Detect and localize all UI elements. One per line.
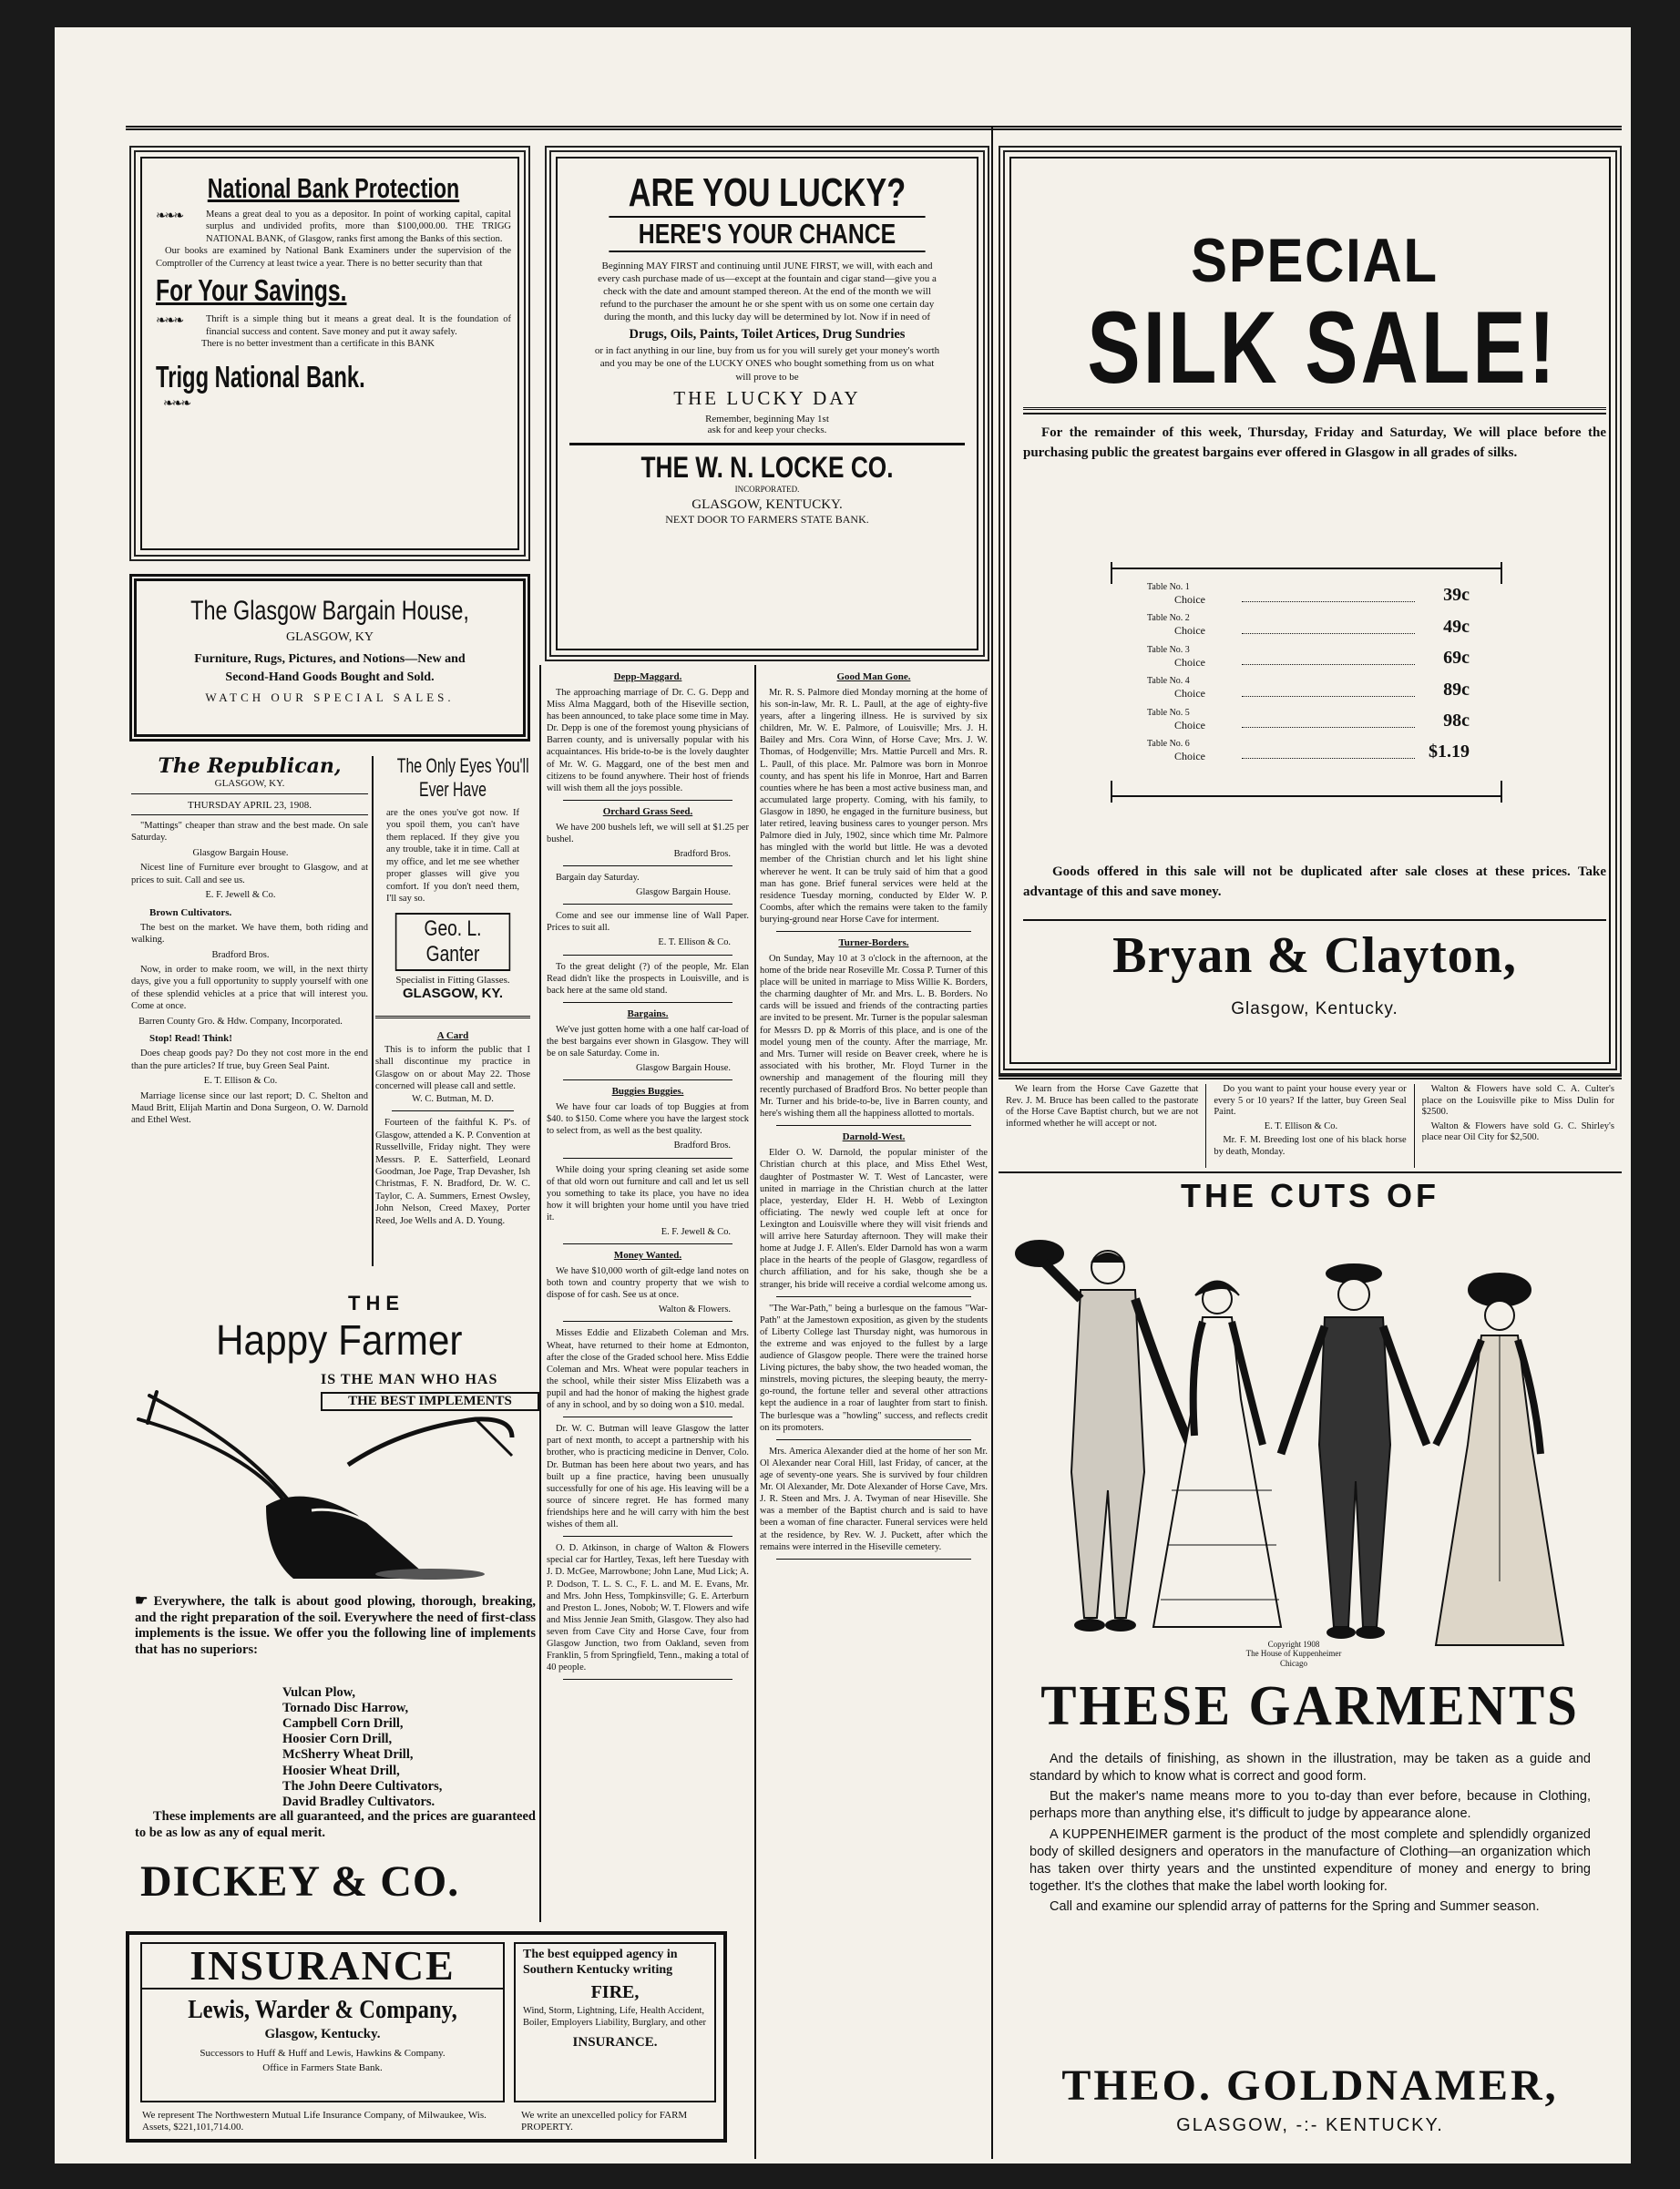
silk-table-choice: Choice xyxy=(1174,624,1205,638)
silk-table-price: $1.19 xyxy=(1429,742,1470,762)
bank-ad-para1: Means a great deal to you as a depositor. In point of working capital, capital surplus and undivided profits, more than $100,000.00. THE TRIGG NATIONAL BANK, of Glasgow, ranks first among the Banks of this section. xyxy=(206,210,511,244)
insurance-right3: INSURANCE. xyxy=(572,2034,658,2050)
article-separator xyxy=(563,1079,732,1080)
article-heading: Buggies Buggies. xyxy=(611,1086,684,1098)
silk-table-row xyxy=(1147,613,1470,637)
article-heading: Money Wanted. xyxy=(613,1250,682,1262)
silk-table-price: 89c xyxy=(1443,679,1470,700)
eyes-city: GLASGOW, KY. xyxy=(402,985,503,1001)
item-text: Now, in order to make room, we will, in the next thirty days, give you a full opportunity to supply yourself with one of these splendid vehicles at a price that will interest you. Come at once. xyxy=(131,965,368,1012)
article-text: We've just gotten home with a one half car-load of the best bargains ever shown in Glasgow. They will be on sale Saturday. Come in. xyxy=(547,1024,749,1059)
silk-table-name: Table No. 1 xyxy=(1147,582,1190,592)
lucky-title: ARE YOU LUCKY? xyxy=(628,170,907,215)
happy-farmer-ad xyxy=(129,1292,539,1911)
article-signature: Glasgow Bargain House. xyxy=(636,887,731,898)
local-item xyxy=(999,1084,1206,1168)
article-separator xyxy=(563,955,732,956)
column-rule xyxy=(372,756,374,1266)
article-text: The approaching marriage of Dr. C. G. Depp and Miss Alma Maggard, both of the Hiseville section, has been announced, to take place some time in May. Dr. Depp is one of the foremost young physicians of Barren county, and is universally popular with his acquaintances. His bride-to-be is the lovely daughter of Mr. W. G. Maggard, one of the best men and citizens to be found anywhere. Their host of friends will wish them all the joys possible. xyxy=(547,687,749,793)
implement-item: David Bradley Cultivators. xyxy=(282,1794,435,1809)
kuppenheimer-illustration xyxy=(1008,1217,1609,1672)
article-text: Mr. R. S. Palmore died Monday morning at the home of his son-in-law, Mr. R. L. Paull, at the age of eighty-five years, after a lingering illness. He is survived by six children, Mr. W. E. Palmore, of Louisville; Mrs. J. H. Bailey and Mrs. Cora Winn, of Horse Cave; Mrs. J. W. Thomas, of Hodgenville; Mrs. Mattie Purcell and Mrs. R. L. Paull, of this place. Mr. Palmore was born in Monroe county, and has spent his life in Monroe, Hart and Barren counties where he has been a most active business man, and accumulated large property. Coming, with his family, to Glasgow in 1890, he engaged in the furniture business, but later retired, leaving business cares to younger person. Mrs Palmore died in July, 1902, since which time Mr. Palmore has mingled with the world but little. He was a devoted member of the Christian church and let his light shine wherever he went. It can be truly said of him that a good man has gone. Brief funeral services were held at the residence Tuesday morning, conducted by Elder W. P. Coombs, after which the remains were taken to the family burying-ground near Horse Cave for interment. xyxy=(760,687,988,925)
insurance-right2: Wind, Storm, Lightning, Life, Health Accident, Boiler, Employers Liability, Burglary, and other xyxy=(523,2005,706,2029)
dotted-leader xyxy=(1242,727,1415,728)
garments-bottom: THESE GARMENTS xyxy=(1040,1675,1580,1737)
column-rule xyxy=(754,665,756,2159)
insurance-title: INSURANCE xyxy=(142,1944,503,1990)
eyes-title2: Ever Have xyxy=(419,778,487,801)
savings-title: For Your Savings. xyxy=(156,273,347,308)
insurance-fire: FIRE, xyxy=(590,1981,640,2002)
copyright-line2: The House of Kuppenheimer xyxy=(1245,1649,1342,1659)
a-card-signature: W. C. Butman, M. D. xyxy=(412,1093,494,1104)
newspaper-page xyxy=(55,27,1631,2163)
item-text: Nicest line of Furniture ever brought to Glasgow, and at prices to suit. Call and see us. xyxy=(131,863,368,885)
bank-ad xyxy=(129,146,530,561)
news-column-1 xyxy=(547,667,749,1685)
bank-name: Trigg National Bank. xyxy=(156,359,365,394)
silk-table-name: Table No. 3 xyxy=(1147,644,1190,655)
eyes-text: are the ones you've got now. If you spoil them, you can't have them replaced. If they give you any trouble, take it in time. Call at my office, and let me see whether proper glasses will give you comfort. If you don't need them, I'll say so. xyxy=(386,808,519,905)
silk-table-price: 39c xyxy=(1443,585,1470,606)
silk-table-row xyxy=(1147,582,1470,606)
insurance-successors: Successors to Huff & Huff and Lewis, Hawkins & Company. xyxy=(200,2048,446,2060)
a-card-text: This is to inform the public that I shall discontinue my practice in Glasgow on or about May 22. Those concerned will please call and settle. xyxy=(375,1045,530,1092)
item-signature: E. F. Jewell & Co. xyxy=(205,890,276,901)
implement-item: Hoosier Wheat Drill, xyxy=(282,1763,400,1778)
plow-icon xyxy=(129,1365,530,1583)
local-text2: Walton & Flowers have sold G. C. Shirley's place near Oil City for $2,500. xyxy=(1421,1120,1614,1143)
news-column-2 xyxy=(760,667,988,1565)
silk-table-price: 98c xyxy=(1443,710,1470,731)
silk-price-table xyxy=(1111,568,1502,797)
lucky-note1: Remember, beginning May 1st xyxy=(705,413,829,425)
lucky-note2: ask for and keep your checks. xyxy=(707,424,827,435)
item-signature: Bradford Bros. xyxy=(211,949,270,960)
insurance-ad xyxy=(126,1931,727,2143)
dotted-leader xyxy=(1242,601,1415,602)
eyes-role: Specialist in Fitting Glasses. xyxy=(395,974,510,986)
ornament-icon: ❧❧❧ xyxy=(156,209,183,223)
silk-table-name: Table No. 2 xyxy=(1147,613,1190,624)
silk-table-choice: Choice xyxy=(1174,749,1205,762)
item-heading: Stop! Read! Think! xyxy=(149,1033,232,1045)
a-card-heading: A Card xyxy=(436,1030,469,1041)
garments-copy xyxy=(1030,1751,1591,1918)
republican-city: GLASGOW, KY. xyxy=(214,778,285,789)
implement-item: Campbell Corn Drill, xyxy=(282,1716,404,1732)
silk-table-label xyxy=(1147,645,1238,669)
masthead-rule xyxy=(126,126,1622,130)
bargain-house-city: GLASGOW, KY xyxy=(286,630,374,644)
bank-ad-title: National Bank Protection xyxy=(207,172,460,204)
item-text: Marriage license since our last report; D. C. Shelton and Maud Britt, Elijah Martin and Dona Surgeon, O. W. Darnold and Ethel West. xyxy=(131,1090,368,1126)
insurance-right1: The best equipped agency in Southern Kentucky writing xyxy=(523,1948,678,1977)
article-signature: E. T. Ellison & Co. xyxy=(658,937,731,948)
article-text: Bargain day Saturday. xyxy=(556,873,640,884)
hand-icon: ☛ xyxy=(135,1593,149,1609)
silk-outro: Goods offered in this sale will not be duplicated after sale closes at these prices. Take advantage of this and save money. xyxy=(1023,864,1606,899)
insurance-foot-left: We represent The Northwestern Mutual Life Insurance Company, of Milwaukee, Wis. Assets, $221,101,714.00. xyxy=(142,2110,487,2133)
dotted-leader xyxy=(1242,758,1415,759)
article-text: We have four car loads of top Buggies at from $40. to $150. Come where you have the largest stock to select from, as well as the best quality. xyxy=(547,1102,749,1137)
happy-farmer-line1: IS THE MAN WHO HAS xyxy=(321,1372,498,1387)
happy-farmer-outro: These implements are all guaranteed, and the prices are guaranteed to be as low as any of equal merit. xyxy=(135,1809,536,1840)
eyes-name: Geo. L. Ganter xyxy=(395,913,510,971)
silk-intro: For the remainder of this week, Thursday, Friday and Saturday, We will place before the purchasing public the greatest bargains ever offered in Glasgow in all grades of silks. xyxy=(1023,425,1606,460)
lucky-subtitle: HERE'S YOUR CHANCE xyxy=(609,216,925,252)
article-separator xyxy=(563,1158,732,1159)
item-heading: Brown Cultivators. xyxy=(149,906,232,918)
silk-special: SPECIAL xyxy=(1191,226,1439,295)
column-rule xyxy=(539,665,541,1922)
bank-ad-para2: Our books are examined by National Bank Examiners under the supervision of the Comptroller of the Currency at least twice a year. There is no better security than that xyxy=(156,246,511,269)
garments-top: THE CUTS OF xyxy=(1181,1177,1439,1214)
article-signature: Glasgow Bargain House. xyxy=(636,1063,731,1074)
copyright-line3: Chicago xyxy=(1280,1658,1307,1668)
article-separator xyxy=(776,1296,971,1297)
locke-inc: INCORPORATED. xyxy=(734,484,800,494)
article-signature: E. F. Jewell & Co. xyxy=(661,1227,731,1238)
bryan-clayton: Bryan & Clayton, xyxy=(1112,927,1517,984)
article-separator xyxy=(563,1536,732,1537)
bargain-house-line3: WATCH OUR SPECIAL SALES. xyxy=(205,690,455,704)
lucky-text2: or in fact anything in our line, buy from us for you will surely get your money's worth and you may be one of the LUCKY ONES who bought something from us on what will prove to be xyxy=(594,345,940,383)
article-text: "The War-Path," being a burlesque on the famous "War-Path" at the Jamestown exposition, as given by the students of Liberty College last Thursday night, was humorous in the extreme and was enjoyed to the fullest by a large audience of Glasgow people. There were the trained horse Living pictures, the baby show, the two headed woman, the minstrels, moving pictures, the sleeping beauty, the merry-go-round, the fortune teller and several other attractions kept the audience in a roar of laughter from start to finish. The burlesque was a "howling" success, and reflects credit on its promoters. xyxy=(760,1303,988,1433)
copyright-line1: Copyright 1908 xyxy=(1267,1640,1320,1649)
insurance-office: Office in Farmers State Bank. xyxy=(262,2062,383,2074)
bargain-house-ad xyxy=(129,574,530,742)
article-text: While doing your spring cleaning set aside some of that old worn out furniture and call and let us sell you something to take its place, you have no idea how it will brighten your home until you have tried it. xyxy=(547,1164,749,1222)
silk-table-choice: Choice xyxy=(1174,655,1205,669)
article-text: Misses Eddie and Elizabeth Coleman and Mrs. Wheat, have returned to their home at Edmonton, after the close of the Graded school here. Miss Eddie Coleman and Mrs. Wheat were popular teachers in the school, while their sister Miss Elizabeth was a pupil and had the honor of making the highest grade of any in school, and by so doing won a $10. medal. xyxy=(547,1328,749,1411)
silk-table-price: 69c xyxy=(1443,648,1470,669)
locke-city: GLASGOW, KENTUCKY. xyxy=(691,496,843,512)
silk-sale-ad xyxy=(999,146,1622,1075)
article-separator xyxy=(563,1679,732,1680)
article-heading: Good Man Gone. xyxy=(836,671,911,682)
article-text: Mrs. America Alexander died at the home of her son Mr. Ol Alexander near Coral Hill, last Friday, of cancer, at the age of seventy-one years. She is survived by four children Mr. Ol Alexander, Mr. Dote Alexander of Horse Cave, Mrs. J. R. Steen and Mrs. J. A. Twyman of near Hiseville. She was a member of the Baptist church and is said to have been a woman of fine character. Funeral services were held at the residence, by Rev. W. J. Puckett, after which the remains were interred in the Hiseville cemetery. xyxy=(760,1446,988,1552)
article-text: On Sunday, May 10 at 3 o'clock in the afternoon, at the home of the bride near Roseville Mr. Cossa P. Turner of this place will be united in marriage to Miss Willie K. Borders, the charming daughter of Mr. and Mrs. L. B. Borders. No cards will be issued and friends of the contracting parties are invited to be present. Mr. Turner is the popular salesman for Messrs D. pp & Morris of this place, and is one of the model young men of the county. After the marriage, Mr. and Mrs. Turner will reside on Beaver creek, where he is associated with his brother, Mr. Floyd Turner in the ownership and management of the flouring mill they recently purchased of Bradford Bros. No better people than Mr. Turner and his bride-to-be, live in Barren county, and here's wishing them all the happiness allotted to mortals. xyxy=(760,953,988,1120)
ornament-icon: ❧❧❧ xyxy=(163,396,190,411)
article-heading: Orchard Grass Seed. xyxy=(602,805,693,817)
implement-item: Vulcan Plow, xyxy=(282,1685,356,1700)
garments-para3: A KUPPENHEIMER garment is the product of the most complete and splendidly organized body of skilled designers and operators in the manufacture of Clothing—an organization which has taken over thirty years and the unstinted expenditure of money and energy to bring together. It's the clothes that make the label worth looking for. xyxy=(1030,1826,1591,1894)
dickey-company: DICKEY & CO. xyxy=(140,1857,460,1906)
dotted-leader xyxy=(1242,633,1415,634)
locke-location: NEXT DOOR TO FARMERS STATE BANK. xyxy=(665,512,869,526)
garments-para4: Call and examine our splendid array of patterns for the Spring and Summer season. xyxy=(1050,1899,1540,1914)
silk-table-price: 49c xyxy=(1443,616,1470,637)
article-signature: Bradford Bros. xyxy=(673,1141,731,1151)
silk-table-row xyxy=(1147,739,1470,762)
silk-table-name: Table No. 5 xyxy=(1147,707,1190,718)
dotted-leader xyxy=(1242,696,1415,697)
silk-table-name: Table No. 6 xyxy=(1147,738,1190,749)
item-text: The best on the market. We have them, both riding and walking. xyxy=(131,922,368,946)
bargain-house-title: The Glasgow Bargain House, xyxy=(190,596,469,626)
garments-para2: But the maker's name means more to you to-day than ever before, because in Clothing, perhaps more than anything else, it's difficult to judge by appearance alone. xyxy=(1030,1789,1591,1822)
lucky-day: THE LUCKY DAY xyxy=(673,386,861,409)
article-separator xyxy=(563,904,732,905)
happy-farmer-line2: THE BEST IMPLEMENTS xyxy=(321,1392,539,1411)
local-text2: Mr. F. M. Breeding lost one of his black horse by death, Monday. xyxy=(1214,1135,1407,1157)
local-text: Walton & Flowers have sold C. A. Culter's place on the Louisville pike to Miss Dulin for $2500. xyxy=(1421,1084,1614,1118)
item-text: Does cheap goods pay? Do they not cost more in the end than the pure articles? If true, buy Green Seal Paint. xyxy=(131,1048,368,1071)
column-rule xyxy=(991,128,993,2159)
locke-company: THE W. N. LOCKE CO. xyxy=(640,450,894,484)
silk-table-label xyxy=(1147,708,1238,731)
lucky-ad xyxy=(545,146,989,661)
silk-table-label xyxy=(1147,582,1238,606)
silk-table-choice: Choice xyxy=(1174,593,1205,606)
article-heading: Turner-Borders. xyxy=(838,937,909,949)
item-signature: Barren County Gro. & Hdw. Company, Incorporated. xyxy=(138,1016,343,1027)
silk-table-choice: Choice xyxy=(1174,718,1205,731)
article-separator xyxy=(776,931,971,932)
article-separator xyxy=(563,1243,732,1244)
silk-table-label xyxy=(1147,676,1238,700)
dotted-leader xyxy=(1242,664,1415,665)
locals-strip xyxy=(999,1084,1622,1168)
article-separator xyxy=(563,800,732,801)
article-heading: Depp-Maggard. xyxy=(613,671,682,682)
silk-table-choice: Choice xyxy=(1174,687,1205,701)
article-signature: Bradford Bros. xyxy=(673,848,731,859)
item-signature: E. T. Ellison & Co. xyxy=(203,1076,278,1087)
silk-title: SILK SALE! xyxy=(1087,291,1558,404)
insurance-company: Lewis, Warder & Company, xyxy=(188,1995,457,2025)
goldnamer-city: GLASGOW, -:- KENTUCKY. xyxy=(1176,2115,1444,2135)
article-text: We have $10,000 worth of gilt-edge land notes on both town and country property that we wish to dispose of for cash. See us at once. xyxy=(547,1266,749,1301)
article-text: We have 200 bushels left, we will sell at $1.25 per bushel. xyxy=(547,822,749,844)
local-item xyxy=(1206,1084,1414,1168)
bank-ad-para3: Thrift is a simple thing but it means a great deal. It is the foundation of financial success and content. Save money and put it away safely. xyxy=(206,314,511,337)
article-signature: Walton & Flowers. xyxy=(658,1304,731,1315)
implement-item: Hoosier Corn Drill, xyxy=(282,1732,393,1747)
implement-item: The John Deere Cultivators, xyxy=(282,1778,443,1794)
article-heading: Bargains. xyxy=(627,1008,669,1019)
article-text: Elder O. W. Darnold, the popular minister of the Christian church at this place, and Miss Ethel West, daughter of Postmaster W. T. West of Lancaster, were united in marriage in the Christian church at the latter place, yesterday, Elder H. H. Webb of Lexington officiating. The newly wed couple left at once for Lexington and Louisville where they will visit friends and will arrive here Saturday afternoon. They will make their home at Judge J. F. Allen's. Elder Darnold has won a warm place in the hearts of the people of Glasgow, regardless of church affiliation, and for his sake, though she be a stranger, his bride will receive a cordial welcome among us. xyxy=(760,1148,988,1290)
local-text: Do you want to paint your house every year or every 5 or 10 years? If the latter, buy Green Seal Paint. xyxy=(1214,1084,1407,1118)
silk-table-row xyxy=(1147,645,1470,669)
item-signature: Glasgow Bargain House. xyxy=(192,847,289,858)
happy-farmer-title: Happy Farmer xyxy=(216,1316,463,1364)
bryan-clayton-city: Glasgow, Kentucky. xyxy=(1231,999,1398,1018)
eyes-ad xyxy=(375,754,530,1018)
eyes-title1: The Only Eyes You'll xyxy=(396,754,529,777)
bank-ad-para4: There is no better investment than a certificate in this BANK xyxy=(201,339,435,350)
article-separator xyxy=(563,1321,732,1322)
article-text: O. D. Atkinson, in charge of Walton & Flowers special car for Hartley, Texas, left here Tuesday with J. D. McGee, Marrowbone; John Lane, Mud Lick; A. P. Dodson, T. L. S. C., F. L. and M. E. Evans, Mr. and Mrs. John Hess, Tompkinsville; G. E. Arterburn and Preston L. Jones, Nobob; W. T. Flowers and wife and Miss Jennie Jean Smith, Glasgow. They also had seven from Cave City and Horse Cave, four from Glasgow Junction, two from Oakland, seven from Franklin, 5 from Springfield, Tenn., making a total of 40 people. xyxy=(547,1543,749,1673)
implement-item: Tornado Disc Harrow, xyxy=(282,1701,409,1716)
bargain-house-line1: Furniture, Rugs, Pictures, and Notions—New and xyxy=(194,652,466,666)
article-separator xyxy=(776,1439,971,1440)
lucky-text: Beginning MAY FIRST and continuing until JUNE FIRST, we will, with each and every cash purchase made of us—except at the fountain and cigar stand—give you a check with the date and amount stamped thereon. At the end of the month we will refund to the purchaser the amount he or she spent with us on some one certain day during the month, and this lucky day will be determined by lot. Now if in need of xyxy=(598,261,937,323)
goldnamer-company: THEO. GOLDNAMER, xyxy=(1061,2061,1559,2110)
article-text: To the great delight (?) of the people, Mr. Elan Read didn't like the prospects in Louisville, and is back here at the same old stand. xyxy=(547,961,749,996)
ornament-icon: ❧❧❧ xyxy=(156,313,183,329)
article-separator xyxy=(563,865,732,866)
kp-note: Fourteen of the faithful K. P's. of Glasgow, attended a K. P. Convention at Russellville, Friday night. They were Messrs. P. E. Satterfield, Leonard Goodman, Joe Page, Trap Devasher, Ish Christmas, F. N. Bradford, Dr. W. C. Taylor, C. A. Summers, Ernest Owsley, John Nelson, Creed Maxey, Porter Reed, Joe Wells and A. D. Young. xyxy=(375,1118,530,1226)
section-rule xyxy=(999,1075,1622,1079)
local-text: We learn from the Horse Cave Gazette that Rev. J. M. Bruce has been called to the pastorate of the Horse Cave Baptist church, but we are not informed whether he will accept or not. xyxy=(1006,1084,1199,1129)
a-card xyxy=(375,1026,530,1227)
local-item xyxy=(1415,1084,1622,1168)
implement-item: McSherry Wheat Drill, xyxy=(282,1747,414,1763)
happy-farmer-intro: Everywhere, the talk is about good plowing, thorough, breaking, and the right preparation of the soil. Everywhere the need of first-class implements is the issue. We offer you the following line of implements that has no superiors: xyxy=(135,1594,537,1658)
silk-table-label xyxy=(1147,613,1238,637)
lucky-goods: Drugs, Oils, Paints, Toilet Artices, Drug Sundries xyxy=(629,327,906,343)
local-signature: E. T. Ellison & Co. xyxy=(1264,1120,1338,1131)
silk-table-name: Table No. 4 xyxy=(1147,676,1190,687)
article-text: Come and see our immense line of Wall Paper. Prices to suit all. xyxy=(547,911,749,934)
garments-para1: And the details of finishing, as shown in the illustration, may be taken as a guide and standard by which to know what is correct and good form. xyxy=(1030,1752,1591,1785)
bargain-house-line2: Second-Hand Goods Bought and Sold. xyxy=(225,670,435,684)
silk-table-row xyxy=(1147,676,1470,700)
item-text: "Mattings" cheaper than straw and the best made. On sale Saturday. xyxy=(131,821,368,844)
insurance-foot-right: We write an unexcelled policy for FARM PROPERTY. xyxy=(521,2110,688,2133)
republican-date: THURSDAY APRIL 23, 1908. xyxy=(188,800,312,811)
happy-farmer-the: THE xyxy=(348,1292,405,1314)
article-separator xyxy=(563,1002,732,1003)
republican-title: The Republican, xyxy=(158,754,342,778)
article-text: Dr. W. C. Butman will leave Glasgow the latter part of next month, to accept a partnership with his brother, who is practicing medicine in Denver, Colo. Dr. Butman has been here about two years, and has built up a fine practice, having been unusually successfully for one of his age. His leaving will be a source of sincere regret. He has formed many friendships here and he will carry with him the best wishes of them all. xyxy=(547,1424,749,1530)
article-heading: Darnold-West. xyxy=(842,1131,906,1143)
insurance-city: Glasgow, Kentucky. xyxy=(264,2027,381,2042)
article-separator xyxy=(776,1559,971,1560)
silk-table-label xyxy=(1147,739,1238,762)
republican-column xyxy=(131,754,368,1264)
silk-table-row xyxy=(1147,708,1470,731)
article-separator xyxy=(776,1125,971,1126)
